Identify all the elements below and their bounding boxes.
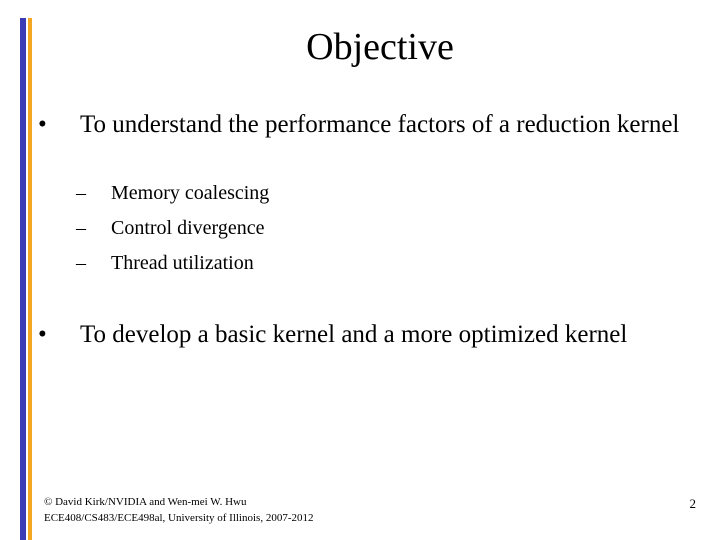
bullet-marker: •: [38, 111, 47, 138]
bullet-text-objective-1: To understand the performance factors of a reduction kernel: [80, 111, 680, 138]
page-number: 2: [689, 496, 696, 511]
footer-copyright: © David Kirk/NVIDIA and Wen-mei W. Hwu: [44, 496, 247, 508]
bullet-marker: •: [38, 321, 47, 348]
left-accent-bar-orange: [28, 18, 32, 540]
bullet-text-objective-2: To develop a basic kernel and a more optimized kernel: [80, 321, 628, 348]
footer-course: ECE408/CS483/ECE498al, University of Illinois, 2007-2012: [44, 512, 314, 524]
left-accent-bar-blue: [20, 18, 26, 540]
sub-bullet-memory-coalescing: Memory coalescing: [111, 182, 270, 204]
slide-footer: [44, 494, 314, 526]
sub-bullet-marker: –: [76, 252, 86, 274]
sub-bullet-control-divergence: Control divergence: [111, 217, 265, 239]
slide-title: Objective: [306, 26, 454, 68]
sub-bullet-marker: –: [76, 182, 86, 204]
sub-bullet-thread-utilization: Thread utilization: [111, 252, 254, 274]
sub-bullet-marker: –: [76, 217, 86, 239]
